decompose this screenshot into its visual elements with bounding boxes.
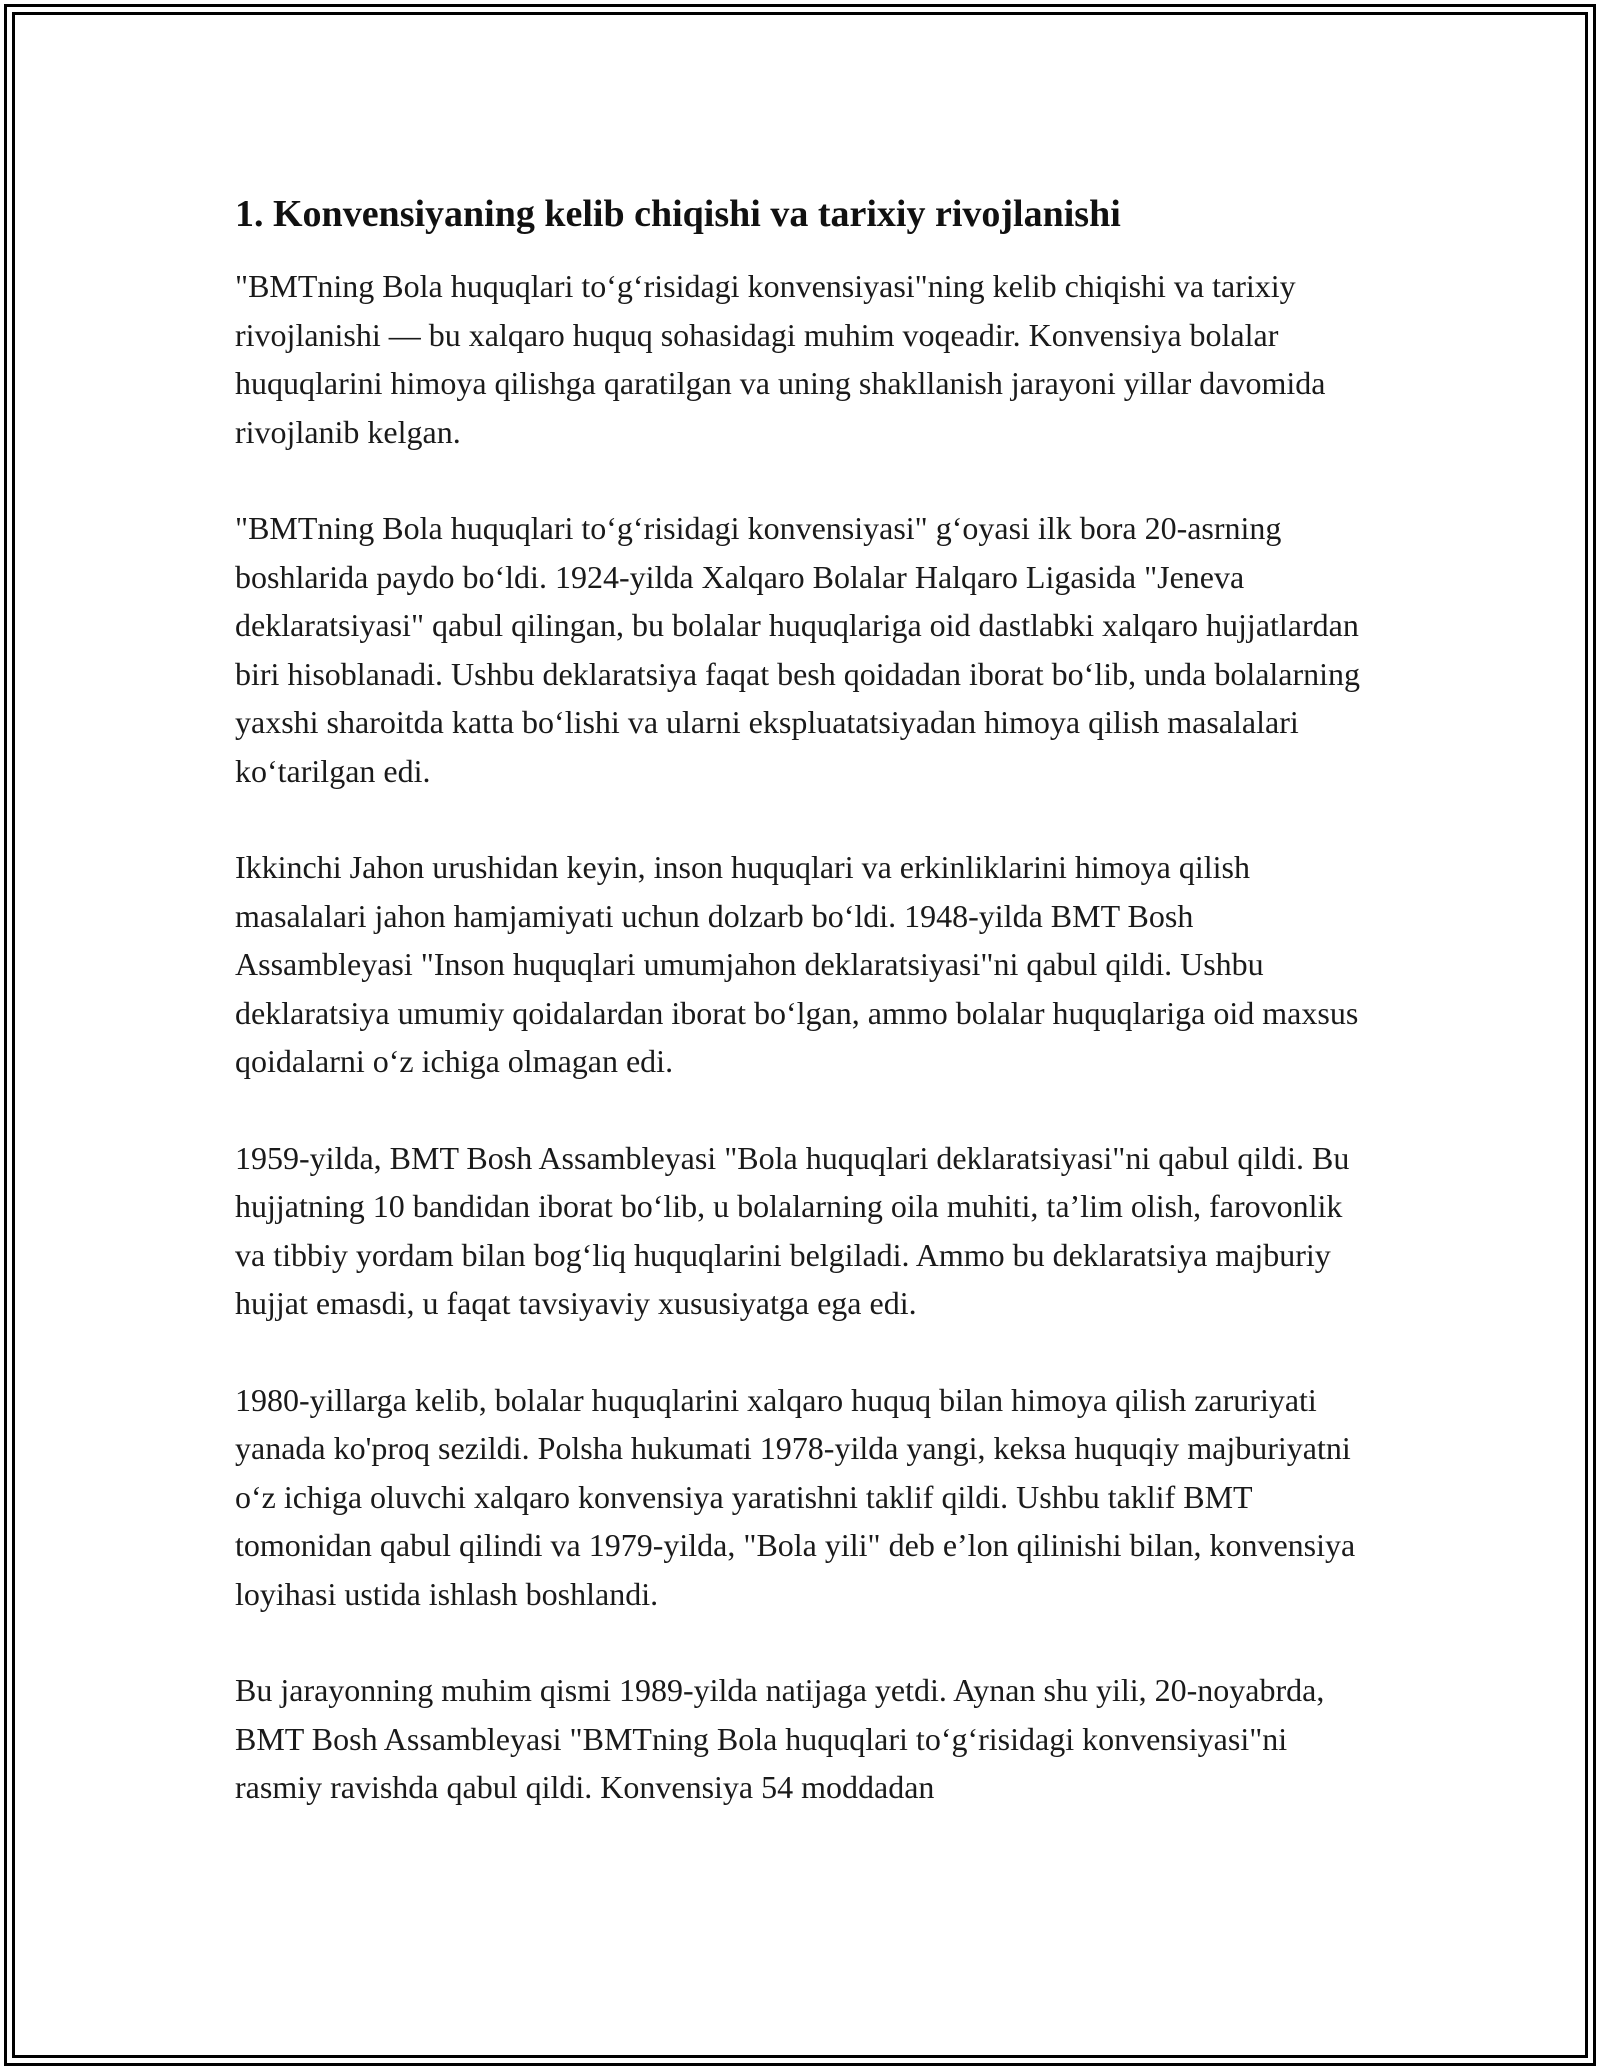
section-heading: 1. Konvensiyaning kelib chiqishi va tarixiy rivojlanishi xyxy=(235,193,1121,235)
paragraph-6: Bu jarayonning muhim qismi 1989-yilda natijaga yetdi. Aynan shu yili, 20-noyabrda, BMT Bosh Assambleyasi "BMTning Bola huquqlari to‘g‘risidagi konvensiyasi"ni rasmiy ravishda qabul qildi. Konvensiya 54 moddadan xyxy=(235,1672,1325,1805)
paragraph-4: 1959-yilda, BMT Bosh Assambleyasi "Bola huquqlari deklaratsiyasi"ni qabul qildi. Bu hujjatning 10 bandidan iborat bo‘lib, u bolalarning oila muhiti, ta’lim olish, farovonlik va tibbiy yordam bilan bog‘liq huquqlarini belgiladi. Ammo bu deklaratsiya majburiy hujjat emasdi, u faqat tavsiyaviy xususiyatga ega edi. xyxy=(235,1139,1350,1321)
paragraph-3: Ikkinchi Jahon urushidan keyin, inson huquqlari va erkinliklarini himoya qilish masalalari jahon hamjamiyati uchun dolzarb bo‘ldi. 1948-yilda BMT Bosh Assambleyasi "Inson huquqlari umumjahon deklaratsiyasi"ni qabul qildi. Ushbu deklaratsiya umumiy qoidalardan iborat bo‘lgan, ammo bolalar huquqlariga oid maxsus qoidalarni o‘z ichiga olmagan edi. xyxy=(235,849,1359,1079)
paragraph-1: "BMTning Bola huquqlari to‘g‘risidagi konvensiyasi"ning kelib chiqishi va tarixiy rivojlanishi — bu xalqaro huquq sohasidagi muhim voqeadir. Konvensiya bolalar huquqlarini himoya qilishga qaratilgan va uning shakllanish jarayoni yillar davomida rivojlanib kelgan. xyxy=(235,268,1326,450)
paragraph-2: "BMTning Bola huquqlari to‘g‘risidagi konvensiyasi" g‘oyasi ilk bora 20-asrning boshlarida paydo bo‘ldi. 1924-yilda Xalqaro Bolalar Halqaro Ligasida "Jeneva deklaratsiyasi" qabul qilingan, bu bolalar huquqlariga oid dastlabki xalqaro hujjatlardan biri hisoblanadi. Ushbu deklaratsiya faqat besh qoidadan iborat bo‘lib, unda bolalarning yaxshi sharoitda katta bo‘lishi va ularni ekspluatatsiyadan himoya qilish masalalari ko‘tarilgan edi. xyxy=(235,510,1361,789)
paragraph-5: 1980-yillarga kelib, bolalar huquqlarini xalqaro huquq bilan himoya qilish zaruriyati yanada ko'proq sezildi. Polsha hukumati 1978-yilda yangi, keksa huquqiy majburiyatni o‘z ichiga oluvchi xalqaro konvensiya yaratishni taklif qildi. Ushbu taklif BMT tomonidan qabul qilindi va 1979-yilda, "Bola yili" deb e’lon qilinishi bilan, konvensiya loyihasi ustida ishlash boshlandi. xyxy=(235,1381,1356,1612)
document-body xyxy=(235,186,1370,1860)
